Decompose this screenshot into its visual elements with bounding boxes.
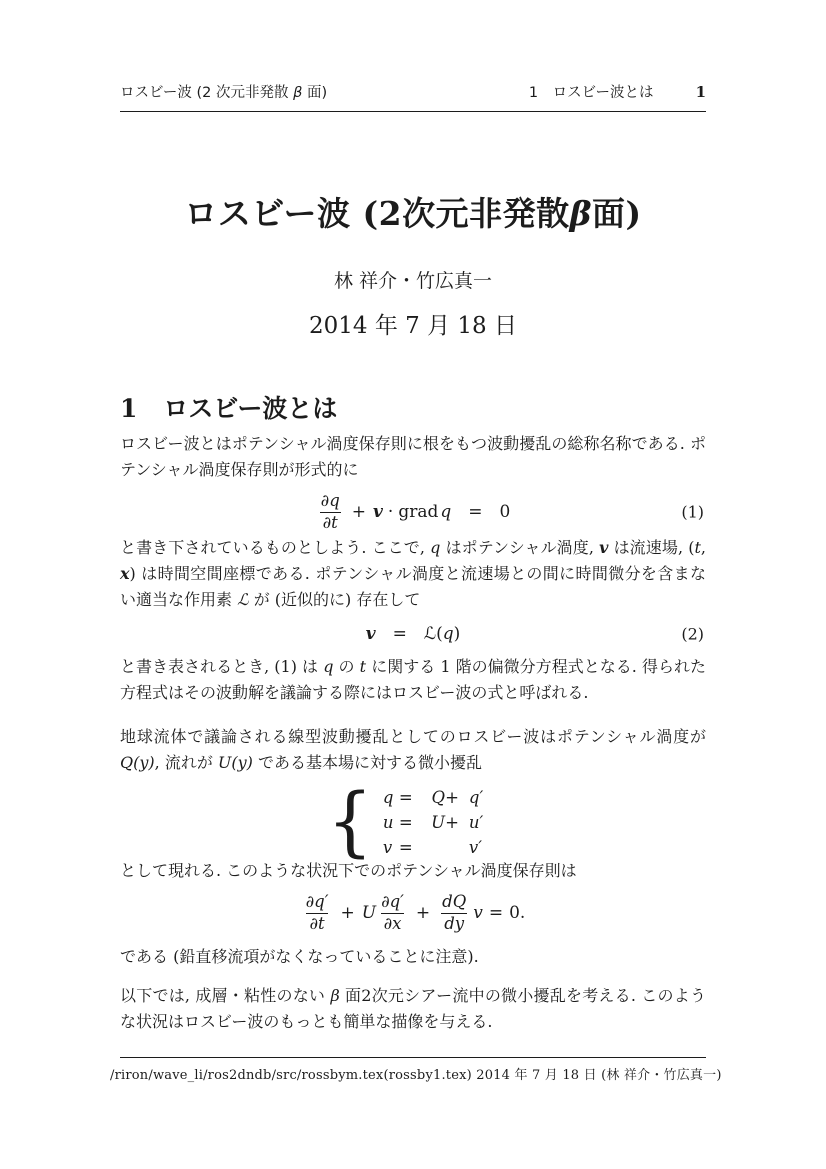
eq3-U-coefficient: U <box>361 903 377 923</box>
eq3-t1-denominator: ∂t <box>306 913 327 935</box>
eq3-t3-denominator: dy <box>441 913 467 935</box>
eq2-velocity-vector: v <box>365 624 376 644</box>
section-title: ロスビー波とは <box>163 394 338 423</box>
sys-row2-var: u <box>382 812 394 832</box>
left-brace-delimiter: { <box>327 776 373 866</box>
paragraph-4: 地球流体で議論される線型波動擾乱としてのロスビー波はポテンシャル渦度が Q(y), 流れが U(y) である基本場に対する微小擾乱 <box>120 727 706 772</box>
sys-row3-perturb: v′ <box>468 837 482 857</box>
paragraph-2: と書き下されているものとしよう. ここで, q はポテンシャル渦度, v は流速場, (t, x) は時間空間座標である. ポテンシャル渦度と流速場との間に時間微分を含まない適当な作用素 ℒ が (近似的に) 存在して <box>120 538 706 609</box>
eq3-t2-numerator: ∂q′ <box>381 891 404 911</box>
sys-row2-perturb: u′ <box>468 812 484 832</box>
fraction-dQ-dy <box>439 892 469 934</box>
fraction-dqp-dx <box>378 892 407 934</box>
paragraph-6: である (鉛直移流項がなくなっていることに注意). <box>120 947 479 966</box>
equation-system <box>120 776 706 866</box>
sys-row2-rel: = <box>398 812 413 832</box>
eq1-velocity-vector: v <box>373 502 383 522</box>
eq1-numerator: ∂q <box>320 490 340 510</box>
header-section-ref: 1 ロスビー波とは <box>528 85 654 101</box>
equation-1 <box>120 490 706 534</box>
paragraph-1: ロスビー波とはポテンシャル渦度保存則に根をもつ波動擾乱の総称名称である. ポテンシャル渦度保存則が形式的に <box>120 434 706 479</box>
equation-2 <box>120 618 706 650</box>
paragraph-3: と書き表されるとき, (1) は q の t に関する 1 階の偏微分方程式となる. 得られた方程式はその波動解を議論する際にはロスビー波の式と呼ばれる. <box>120 657 706 702</box>
sys-row1-var: q <box>382 787 394 807</box>
eq3-t1-numerator: ∂q′ <box>305 891 329 911</box>
footer-text: /riron/wave_li/ros2dndb/src/rossbym.tex(rossby1.tex) 2014 年 7 月 18 日 (林 祥介・竹広真一) <box>110 1068 722 1083</box>
page-header <box>120 81 706 112</box>
equation-3 <box>120 888 706 938</box>
eq3-plus2-operator: + <box>415 903 431 923</box>
document-date: 2014 年 7 月 18 日 <box>309 313 517 339</box>
fraction-dq-dt <box>318 491 343 533</box>
equation-system-grid <box>383 785 499 860</box>
eq1-q-variable: q <box>440 502 452 522</box>
eq3-equals-sign: = <box>488 903 504 923</box>
eq2-rhs: ℒ(q) <box>423 624 461 644</box>
eq1-dot-operator: · <box>387 502 394 522</box>
sys-row3-rel: = <box>398 837 413 857</box>
eq1-plus-operator: + <box>351 502 367 522</box>
fraction-dqp-dt <box>303 892 332 934</box>
document-authors: 林 祥介・竹広真一 <box>333 270 493 292</box>
paragraph-5: として現れる. このような状況下でのポテンシャル渦度保存則は <box>120 861 577 880</box>
sys-row3-var: v <box>382 837 393 857</box>
eq1-equals-sign: = <box>468 502 483 522</box>
eq3-t3-numerator: dQ <box>442 891 467 911</box>
footer-rule <box>120 1057 706 1058</box>
sys-row1-rel: = <box>398 787 413 807</box>
eq2-number: (2) <box>681 624 704 644</box>
header-page-number: 1 <box>695 83 706 101</box>
eq1-grad-operator: grad <box>398 502 439 522</box>
header-doc-title: ロスビー波 (2 次元非発散 β 面) <box>120 85 328 101</box>
eq3-t2-denominator: ∂x <box>381 913 405 935</box>
eq1-rhs: 0 <box>499 502 511 522</box>
sys-row1-perturb: q′ <box>468 787 484 807</box>
section-heading <box>120 389 706 425</box>
eq3-plus1-operator: + <box>340 903 355 923</box>
header-right-group <box>529 81 706 102</box>
eq3-v-variable: v <box>473 903 483 923</box>
document-title: ロスビー波 (2次元非発散β面) <box>184 194 642 233</box>
eq1-number: (1) <box>681 502 704 522</box>
paragraph-7: 以下では, 成層・粘性のない β 面2次元シアー流中の微小擾乱を考える. このような状況はロスビー波のもっとも簡単な描像を与える. <box>120 986 706 1031</box>
eq2-equals-sign: = <box>392 624 407 644</box>
eq3-rhs: 0. <box>509 903 526 923</box>
eq1-denominator: ∂t <box>320 512 341 534</box>
sys-row2-basic: U+ <box>431 812 459 832</box>
section-number: 1 <box>120 394 138 423</box>
sys-row1-basic: Q+ <box>431 787 459 807</box>
